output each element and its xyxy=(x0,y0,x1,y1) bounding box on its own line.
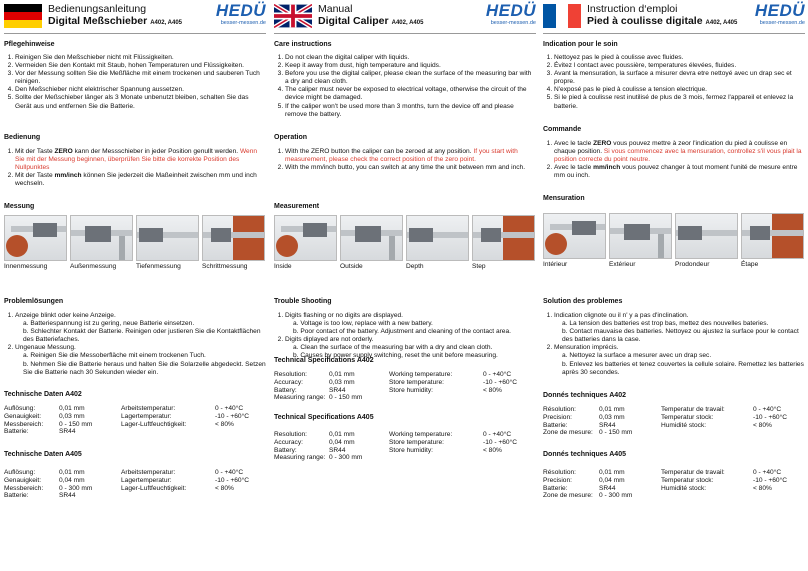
inside-measurement-image xyxy=(274,215,337,261)
spec-a405: Technische Daten A405 Auflösung: 0,01 mm Arbeitstemperatur: 0 - +40°C Genauigkeit: 0,04 mm Lagertemperatur: -10 - +60°C Messbereich: 0 - 300 mm Lager-Luftfeuchtigkeit: < 80% Batterie: SR44 xyxy=(4,451,249,500)
inside-measurement-image xyxy=(4,215,67,261)
english-header xyxy=(274,0,536,30)
spec-table: Resolution: 0,01 mm Working temperature: 0 - +40°C Accuracy: 0,04 mm Store temperature: -10 - +60°C Battery: SR44 Store humidity: < 80% Measuring range: 0 - 300 mm xyxy=(274,431,517,462)
divider xyxy=(543,33,805,34)
trouble-section: Solution des problemes 1. Indication clignote ou il n' y a pas d'inclination. a. La tension des batteries est trop bas, mettez des nouvelles bateries. b. Contact mauvaise des batteries. Nettoyez ou ajustez la surface pour le contact des batteries dans la case. 2. Mensuration imprécis. a. Nettoyez la surface a mesurer avec un drap sec. b. Enlevez les batteries et tenez couvertes la cellule solaire. Remettez les batteries après 30 secondes. xyxy=(543,297,805,377)
english-title: Manual Digital Caliper A402, A405 xyxy=(318,3,424,27)
french-header xyxy=(543,0,805,30)
german-header xyxy=(4,0,266,30)
spec-a402: Technische Daten A402 Auflösung: 0,01 mm Arbeitstemperatur: 0 - +40°C Genauigkeit: 0,03 mm Lagertemperatur: -10 - +60°C Messbereich: 0 - 150 mm Lager-Luftfeuchtigkeit: < 80% Batterie: SR44 xyxy=(4,391,249,436)
uk-flag-icon xyxy=(274,4,312,28)
spec-table: Résolution: 0,01 mm Temperatur de travail: 0 - +40°C Precision: 0,04 mm Temperatur stock: -10 - +60°C Batterie: SR44 Humidité stock: < 80% Zone de mesure: 0 - 300 mm xyxy=(543,469,787,500)
step-measurement-image xyxy=(472,215,535,261)
french-column xyxy=(543,0,805,571)
german-title: Bedienungsanleitung Digital Meßschieber A402, A405 xyxy=(48,3,183,27)
care-section: Indication pour le soin 1. Nettoyez pas le pied à coulisse avec fluides. 2. Évitez l contact avec poussière, temperatures élevées, fluides. 3. Avant la mensuration, la surface a misurer devra etre nettoyé avec un drap sec et propre. 4. N'exposé pas le pied à coulisse a tension electrique. 5. Si le pied à coulisse rest inutilisé de plus de 3 mois, fermez l'appareil et enlevez la batterie. xyxy=(543,40,805,111)
measurement-section: Measurement Inside Outside Depth Step xyxy=(274,202,536,270)
care-section: Pflegehinweise 1. Reinigen Sie den Meßschieber nicht mit Flüssigkeiten. 2. Vermeiden Sie den Kontakt mit Staub, hohen Temperaturen und Flüssigkeiten. 3. Vor der Messung sollten Sie die Meßfläche mit einem trockenen und sauberen Tuch reinigen. 4. Den Meßschieber nicht elektrischer Spannung aussetzen. 5. Sollte der Meßschieber länger als 3 Monate unbenutzt bleiben, schalten Sie das Gerät aus und entfernen Sie die Batterie. xyxy=(4,40,266,111)
operation-section: Operation 1. With the ZERO button the caliper can be zeroed at any position. If you start with measurement, please check the correct position of the zero point. 2. With the mm/inch butto, you can switch at any time the unit between mm and inch. xyxy=(274,133,536,172)
hedu-logo: HEDÜ besser-messen.de xyxy=(485,1,536,26)
operation-section: Commande 1. Avec le tacle ZERO vous pouvez mettre à zeor l'indication du pied à coulisse en chaque position. Si vous commencez avec la mensuration, controllez s'il vous plait la position correcte du point neutre. 2. Avec le tacle mm/inch vous pouvez changer à tout moment l'unité de mesure entre mm ou inch. xyxy=(543,125,805,180)
inside-measurement-image xyxy=(543,213,606,259)
depth-measurement-image xyxy=(675,213,738,259)
spec-table: Auflösung: 0,01 mm Arbeitstemperatur: 0 - +40°C Genauigkeit: 0,04 mm Lagertemperatur: -10 - +60°C Messbereich: 0 - 300 mm Lager-Luftfeuchtigkeit: < 80% Batterie: SR44 xyxy=(4,469,249,500)
english-column xyxy=(274,0,536,571)
step-measurement-image xyxy=(741,213,804,259)
hedu-logo: HEDÜ besser-messen.de xyxy=(215,1,266,26)
spec-a405: Donnés techniques A405 Résolution: 0,01 mm Temperatur de travail: 0 - +40°C Precision: 0,04 mm Temperatur stock: -10 - +60°C Batterie: SR44 Humidité stock: < 80% Zone de mesure: 0 - 300 mm xyxy=(543,451,787,500)
german-flag-icon xyxy=(4,4,42,28)
hedu-logo: HEDÜ besser-messen.de xyxy=(754,1,805,26)
step-measurement-image xyxy=(202,215,265,261)
spec-table: Résolution: 0,01 mm Temperatur de travail: 0 - +40°C Precision: 0,03 mm Temperatur stock: -10 - +60°C Batterie: SR44 Humidité stock: < 80% Zone de mesure: 0 - 150 mm xyxy=(543,406,787,437)
spec-table: Auflösung: 0,01 mm Arbeitstemperatur: 0 - +40°C Genauigkeit: 0,03 mm Lagertemperatur: -10 - +60°C Messbereich: 0 - 150 mm Lager-Luftfeuchtigkeit: < 80% Batterie: SR44 xyxy=(4,405,249,436)
outside-measurement-image xyxy=(340,215,403,261)
measurement-section: Messung Innenmessung Außenmessung Tiefenmessung Schrittmessung xyxy=(4,202,266,270)
spec-a402: Donnés techniques A402 Résolution: 0,01 mm Temperatur de travail: 0 - +40°C Precision: 0,03 mm Temperatur stock: -10 - +60°C Batterie: SR44 Humidité stock: < 80% Zone de mesure: 0 - 150 mm xyxy=(543,392,787,437)
outside-measurement-image xyxy=(609,213,672,259)
divider xyxy=(4,33,266,34)
divider xyxy=(274,33,536,34)
spec-a405: Technical Specifications A405 Resolution: 0,01 mm Working temperature: 0 - +40°C Accuracy: 0,04 mm Store temperature: -10 - +60°C Battery: SR44 Store humidity: < 80% Measuring range: 0 - 300 mm xyxy=(274,414,517,462)
german-column xyxy=(4,0,266,571)
depth-measurement-image xyxy=(136,215,199,261)
measurement-section: Mensuration Intérieur Extérieur Prodondeur Étape xyxy=(543,194,805,268)
french-title: Instruction d‘emploi Pied à coulisse digitale A402, A405 xyxy=(587,3,738,27)
spec-a402: Technical Specifications A402 Resolution: 0,01 mm Working temperature: 0 - +40°C Accuracy: 0,03 mm Store temperature: -10 - +60°C Battery: SR44 Store humidity: < 80% Measuring range: 0 - 150 mm xyxy=(274,357,517,402)
french-flag-icon xyxy=(543,4,581,28)
depth-measurement-image xyxy=(406,215,469,261)
outside-measurement-image xyxy=(70,215,133,261)
trouble-section: Trouble Shooting 1. Digits flashing or no digits are displayed. a. Voltage is too low, replace with a new battery. b. Poor contact of the battery. Adjustment and cleaning of the contact area. 2. Digits diplayed are not orderly. a. Clean the surface of the measuring bar with a dry and clean cloth. b. Causes by power supply switching, reset the unit before measuring. xyxy=(274,297,536,361)
operation-section: Bedienung 1. Mit der Taste ZERO kann der Messschieber in jeder Position genullt werden. Wenn Sie mit der Messung beginnen, überprüfen Sie bitte die korrekte Position des Nullpunktes 2. Mit der Taste mm/inch können Sie jederzeit die Maßeinheit zwischen mm und inch wechseln. xyxy=(4,133,266,188)
spec-table: Resolution: 0,01 mm Working temperature: 0 - +40°C Accuracy: 0,03 mm Store temperature: -10 - +60°C Battery: SR44 Store humidity: < 80% Measuring range: 0 - 150 mm xyxy=(274,371,517,402)
trouble-section: Problemlösungen 1. Anzeige blinkt oder keine Anzeige. a. Batteriespannung ist zu gering, neue Batterie einsetzen. b. Schlechter Kontakt der Batterie. Reinigen oder justieren Sie die Kontaktflächen des Batteriefaches. 2. Ungenaue Messung. a. Reinigen Sie die Messoberfläche mit einem trockenen Tuch. b. Nehmen Sie die Batterie heraus und halten Sie die Solarzelle abgedeckt. Setzen Sie die Batterie nach 30 Sekunden wieder ein. xyxy=(4,297,266,377)
care-section: Care instructions 1. Do not clean the digital caliper with liquids. 2. Keep it away from dust, high temperature and liquids. 3. Before you use the digital caliper, please clean the surface of the measuring bar with a dry and clean cloth. 4. The caliper must never be exposed to electrical voltage, otherwise the circuit of the device might be damaged. 5. If the caliper won't be used more than 3 months, turn the device off and please remove the battery. xyxy=(274,40,536,119)
